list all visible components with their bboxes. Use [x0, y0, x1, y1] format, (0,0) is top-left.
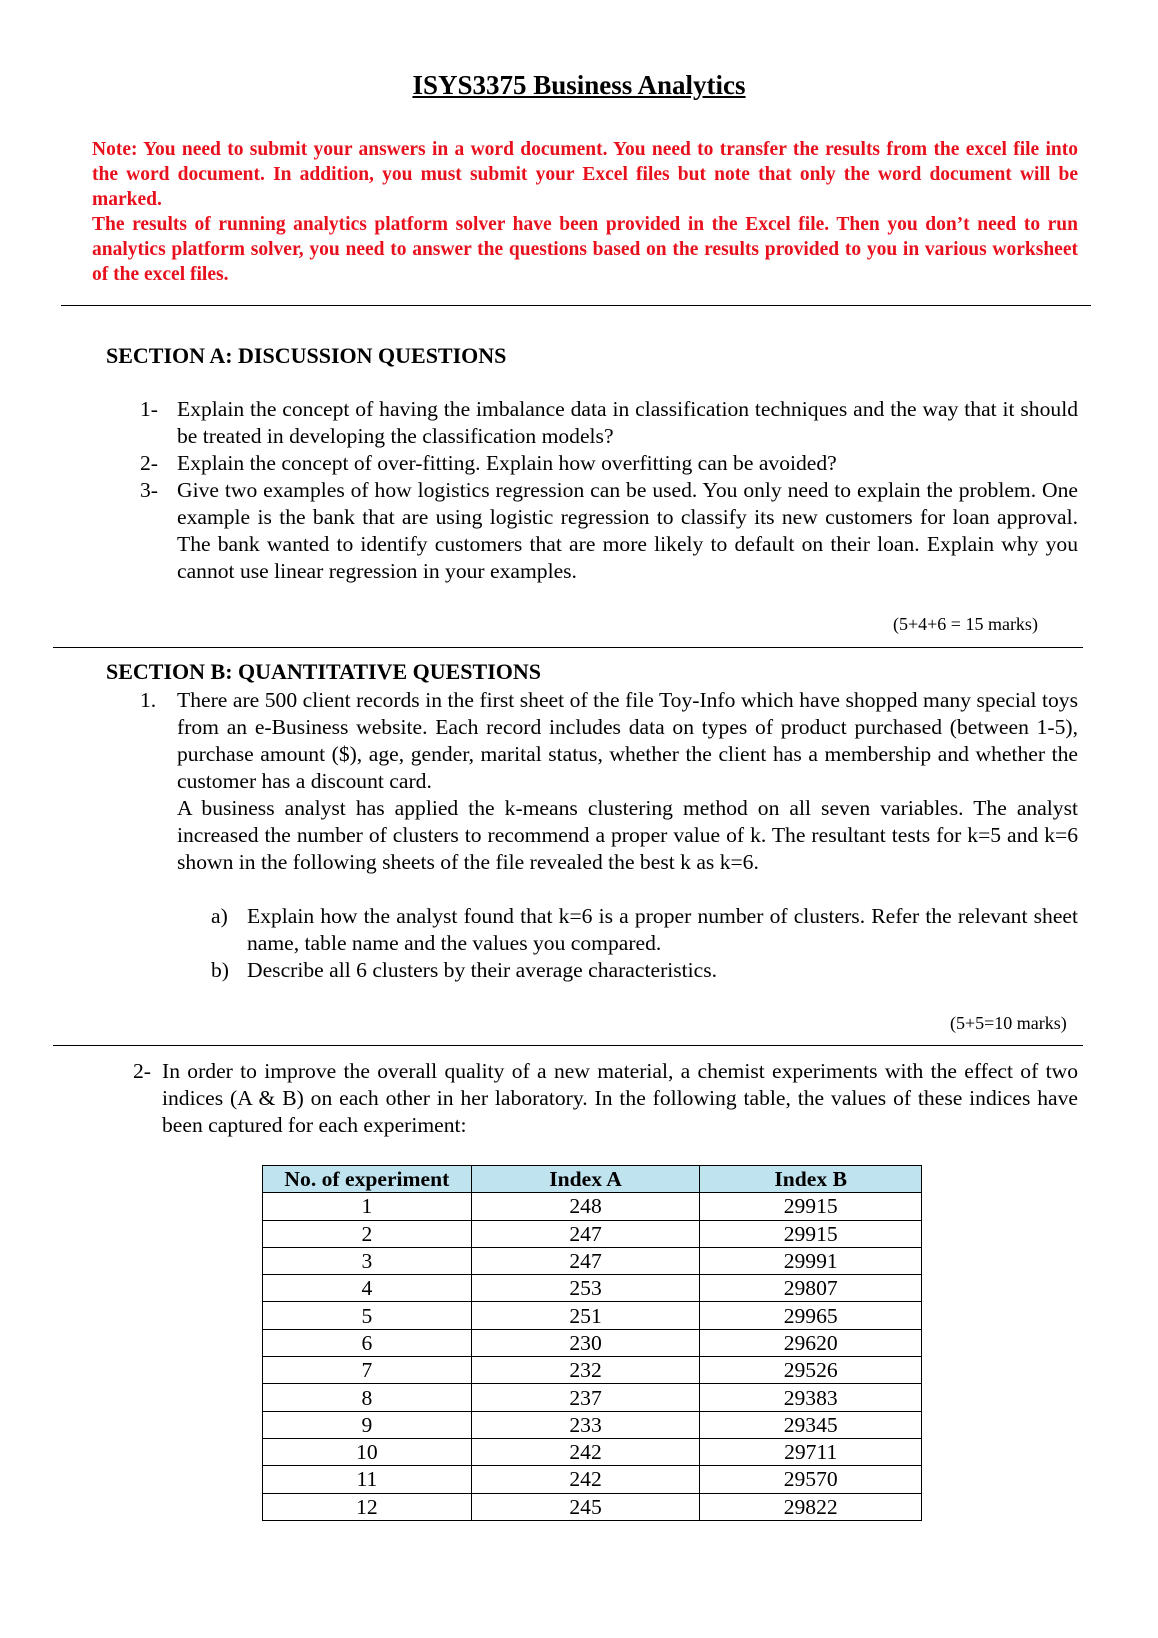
- section-b-heading: SECTION B: QUANTITATIVE QUESTIONS: [106, 659, 542, 684]
- table-cell: 2: [263, 1220, 472, 1247]
- question-text: Explain the concept of over-fitting. Explain how overfitting can be avoided?: [177, 451, 837, 475]
- table-cell: 29526: [700, 1357, 922, 1384]
- table-cell: 10: [263, 1438, 472, 1465]
- table-cell: 3: [263, 1247, 472, 1274]
- submission-note: [92, 137, 1078, 287]
- section-a-marks: (5+4+6 = 15 marks): [893, 614, 1038, 634]
- question-paragraph-1: There are 500 client records in the first sheet of the file Toy-Info which have shopped many special toys from an e-Business website. Each record includes data on types of product purchased (between 1-5), purchase amount ($), age, gender, marital status, whether the client has a membership and whether the customer has a discount card.: [177, 688, 1078, 793]
- table-cell: 29711: [700, 1438, 922, 1465]
- table-cell: 233: [471, 1411, 700, 1438]
- experiment-table: [262, 1165, 922, 1521]
- section-b-question-2: [133, 1058, 1078, 1139]
- question-text: In order to improve the overall quality of a new material, a chemist experiments with the effect of two indices (A & B) on each other in her laboratory. In the following table, the values of these indices have been captured for each experiment:: [162, 1059, 1078, 1137]
- table-row: [263, 1438, 922, 1465]
- page-title: ISYS3375 Business Analytics: [412, 70, 746, 100]
- subquestion-text: Explain how the analyst found that k=6 is a proper number of clusters. Refer the relevant sheet name, table name and the values you compared.: [247, 904, 1078, 955]
- table-cell: 8: [263, 1384, 472, 1411]
- section-a-questions: [140, 396, 1078, 585]
- subquestion-text: Describe all 6 clusters by their average characteristics.: [247, 958, 718, 982]
- table-cell: 247: [471, 1247, 700, 1274]
- question-text: [177, 687, 1078, 876]
- note-paragraph-2: The results of running analytics platform solver have been provided in the Excel file. Then you don’t need to run analytics platform solver, you need to answer the questions based on the results provided to you in various worksheet of the excel files.: [92, 214, 1078, 285]
- table-cell: 29570: [700, 1466, 922, 1493]
- subquestion-item: [211, 903, 1078, 957]
- table-row: [263, 1493, 922, 1520]
- column-header: No. of experiment: [263, 1166, 472, 1193]
- subquestion-item: [211, 957, 1078, 984]
- section-a-heading: SECTION A: DISCUSSION QUESTIONS: [106, 343, 507, 368]
- table-cell: 7: [263, 1357, 472, 1384]
- table-cell: 247: [471, 1220, 700, 1247]
- question-item: [133, 1058, 1078, 1139]
- table-cell: 29383: [700, 1384, 922, 1411]
- table-row: [263, 1302, 922, 1329]
- table-cell: 248: [471, 1193, 700, 1220]
- table-row: [263, 1411, 922, 1438]
- question-number: 3-: [140, 478, 158, 502]
- table-cell: 29345: [700, 1411, 922, 1438]
- column-header: Index B: [700, 1166, 922, 1193]
- table-row: [263, 1220, 922, 1247]
- table-cell: 253: [471, 1275, 700, 1302]
- table-header-row: [263, 1166, 922, 1193]
- table-cell: 1: [263, 1193, 472, 1220]
- question-paragraph-2: A business analyst has applied the k-means clustering method on all seven variables. The analyst increased the number of clusters to recommend a proper value of k. The resultant tests for k=5 and k=6 shown in the following sheets of the file revealed the best k as k=6.: [177, 796, 1078, 874]
- table-row: [263, 1357, 922, 1384]
- note-paragraph-1: Note: You need to submit your answers in a word document. You need to transfer the results from the excel file into the word document. In addition, you must submit your Excel files but note that only the word document will be marked.: [92, 139, 1078, 210]
- table-cell: 29915: [700, 1193, 922, 1220]
- question-number: 2-: [140, 451, 158, 475]
- section-b-question-1: [140, 687, 1078, 876]
- table-cell: 4: [263, 1275, 472, 1302]
- table-cell: 29991: [700, 1247, 922, 1274]
- table-row: [263, 1193, 922, 1220]
- question-item: [140, 477, 1078, 585]
- question-1-marks: (5+5=10 marks): [950, 1013, 1067, 1033]
- question-number: 1.: [140, 688, 157, 712]
- table-cell: 12: [263, 1493, 472, 1520]
- question-item: [140, 450, 1078, 477]
- question-text: Explain the concept of having the imbalance data in classification techniques and the way that it should be treated in developing the classification models?: [177, 397, 1078, 448]
- question-item: [140, 396, 1078, 450]
- table-cell: 242: [471, 1438, 700, 1465]
- table-row: [263, 1384, 922, 1411]
- table-cell: 232: [471, 1357, 700, 1384]
- table-cell: 242: [471, 1466, 700, 1493]
- table-cell: 230: [471, 1329, 700, 1356]
- table-cell: 29807: [700, 1275, 922, 1302]
- divider: [53, 647, 1083, 648]
- subquestion-label: a): [211, 904, 228, 928]
- table-cell: 11: [263, 1466, 472, 1493]
- question-1-subparts: [211, 903, 1078, 984]
- question-number: 1-: [140, 397, 158, 421]
- question-number: 2-: [133, 1059, 151, 1083]
- table-row: [263, 1247, 922, 1274]
- question-text: Give two examples of how logistics regression can be used. You only need to explain the problem. One example is the bank that are using logistic regression to classify its new customers for loan approval. The bank wanted to identify customers that are more likely to default on their loan. Explain why you cannot use linear regression in your examples.: [177, 478, 1078, 583]
- table-cell: 9: [263, 1411, 472, 1438]
- table-cell: 6: [263, 1329, 472, 1356]
- question-item: [140, 687, 1078, 876]
- subquestion-label: b): [211, 958, 229, 982]
- table-row: [263, 1275, 922, 1302]
- table-cell: 29965: [700, 1302, 922, 1329]
- table-cell: 29915: [700, 1220, 922, 1247]
- table-cell: 237: [471, 1384, 700, 1411]
- table-cell: 29620: [700, 1329, 922, 1356]
- table-row: [263, 1329, 922, 1356]
- table-cell: 245: [471, 1493, 700, 1520]
- table-body: [263, 1193, 922, 1521]
- table-cell: 5: [263, 1302, 472, 1329]
- table-row: [263, 1466, 922, 1493]
- table-cell: 29822: [700, 1493, 922, 1520]
- divider: [53, 1045, 1083, 1046]
- table-cell: 251: [471, 1302, 700, 1329]
- divider: [61, 305, 1091, 306]
- column-header: Index A: [471, 1166, 700, 1193]
